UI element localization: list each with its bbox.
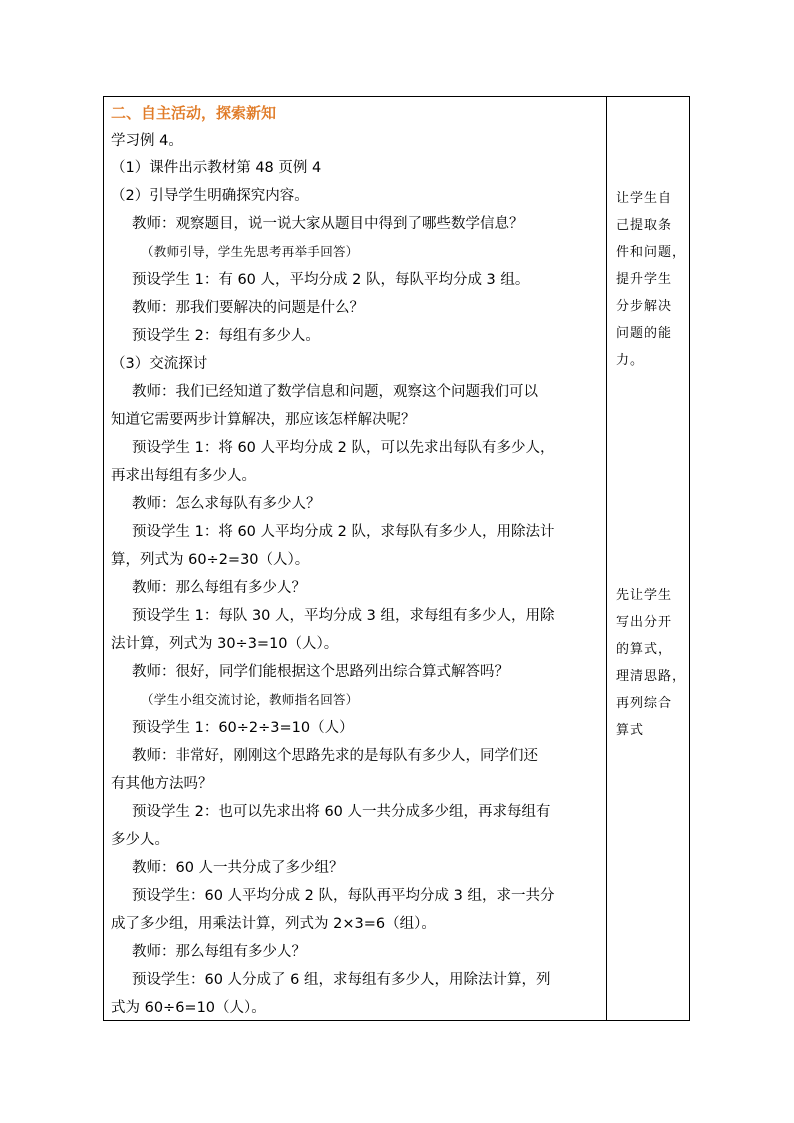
note-line: 先让学生: [616, 588, 673, 603]
text-line: 学习例 4。: [111, 133, 183, 149]
note-line: 的算式，: [616, 642, 673, 657]
text-line: 预设学生 1：将 60 人平均分成 2 队，可以先求出每队有多少人，: [132, 440, 555, 456]
lesson-table: [103, 96, 690, 1021]
note-line: 写出分开: [616, 615, 673, 630]
text-line: 教师：60 人一共分成了多少组？: [132, 860, 344, 876]
column-divider: [606, 97, 607, 1020]
text-line: 预设学生：60 人平均分成 2 队，每队再平均分成 3 组，求一共分: [132, 888, 555, 904]
note-line: 己提取条: [616, 218, 673, 233]
text-line: 预设学生 2：每组有多少人。: [132, 328, 320, 344]
text-line: 有其他方法吗？: [111, 776, 213, 792]
note-line: 让学生自: [616, 191, 673, 206]
text-line: 预设学生 1：将 60 人平均分成 2 队，求每队有多少人，用除法计: [132, 524, 555, 540]
text-line: 预设学生 1：有 60 人，平均分成 2 队，每队平均分成 3 组。: [132, 272, 530, 288]
hint-line: （学生小组交流讨论，教师指名回答）: [141, 692, 359, 707]
text-line: （3）交流探讨: [111, 356, 208, 372]
text-line: 教师：观察题目，说一说大家从题目中得到了哪些数学信息？: [132, 216, 524, 232]
text-line: 算，列式为 60÷2=30（人）。: [111, 552, 310, 568]
text-line: 成了多少组，用乘法计算，列式为 2×3=6（组）。: [111, 916, 436, 932]
text-line: 教师：那么每组有多少人？: [132, 580, 306, 596]
note-line: 提升学生: [616, 272, 673, 287]
text-line: 预设学生 1：60÷2÷3=10（人）: [132, 720, 354, 736]
text-line: 多少人。: [111, 832, 169, 848]
note-line: 件和问题，: [616, 245, 687, 260]
text-line: 预设学生 2：也可以先求出将 60 人一共分成多少组，再求每组有: [132, 804, 551, 820]
note-line: 理清思路，: [616, 669, 687, 684]
text-line: 式为 60÷6=10（人）。: [111, 1000, 266, 1016]
text-line: 知道它需要两步计算解决，那应该怎样解决呢？: [111, 412, 416, 428]
text-line: 教师：那我们要解决的问题是什么？: [132, 300, 364, 316]
text-line: （1）课件出示教材第 48 页例 4: [111, 160, 322, 176]
text-line: 教师：很好，同学们能根据这个思路列出综合算式解答吗？: [132, 664, 509, 680]
note-line: 问题的能: [616, 326, 673, 341]
hint-line: （教师引导，学生先思考再举手回答）: [141, 244, 359, 259]
text-line: 教师：怎么求每队有多少人？: [132, 496, 321, 512]
text-line: 教师：那么每组有多少人？: [132, 944, 306, 960]
text-line: 教师：我们已经知道了数学信息和问题，观察这个问题我们可以: [132, 384, 538, 400]
note-line: 分步解决: [616, 299, 673, 314]
note-line: 再列综合: [616, 696, 673, 711]
section-heading: 二、自主活动，探索新知: [111, 104, 277, 122]
text-line: 法计算，列式为 30÷3=10（人）。: [111, 636, 339, 652]
text-line: 预设学生：60 人分成了 6 组，求每组有多少人，用除法计算，列: [132, 972, 551, 988]
note-line: 力。: [616, 353, 645, 368]
text-line: 预设学生 1：每队 30 人，平均分成 3 组，求每组有多少人，用除: [132, 608, 555, 624]
text-line: （2）引导学生明确探究内容。: [111, 188, 309, 204]
text-line: 教师：非常好，刚刚这个思路先求的是每队有多少人，同学们还: [132, 748, 538, 764]
note-line: 算式: [616, 723, 645, 738]
text-line: 再求出每组有多少人。: [111, 468, 256, 484]
